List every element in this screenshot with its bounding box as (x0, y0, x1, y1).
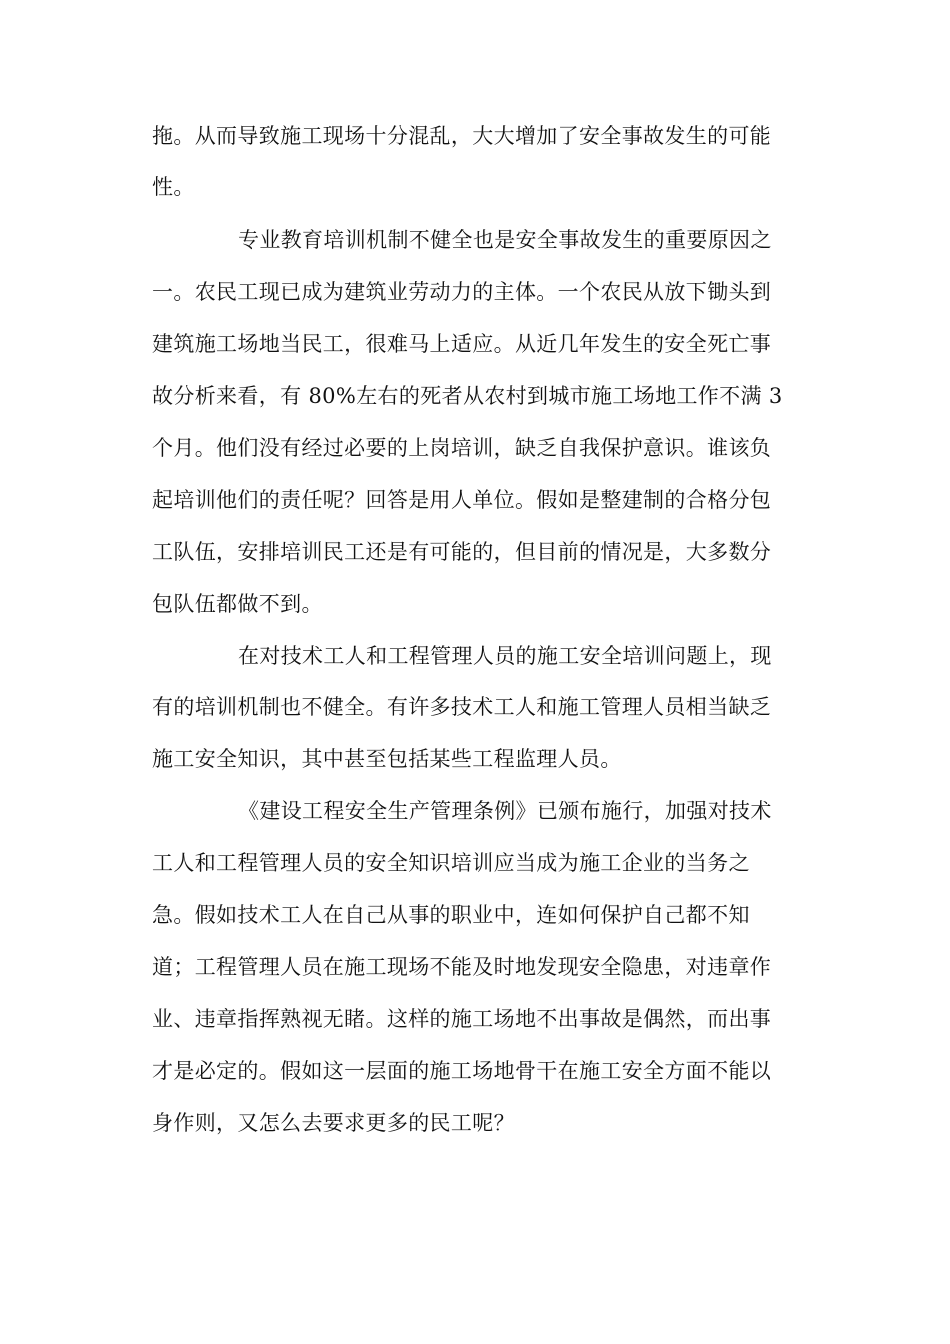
paragraph-2-line-1: 专业教育培训机制不健全也是安全事故发生的重要原因之 (238, 228, 772, 252)
paragraph-2-line-2: 一。农民工现已成为建筑业劳动力的主体。一个农民从放下锄头到 (152, 280, 772, 304)
paragraph-2-line-5: 个月。他们没有经过必要的上岗培训，缺乏自我保护意识。谁该负 (152, 436, 772, 460)
paragraph-4-line-6: 才是必定的。假如这一层面的施工场地骨干在施工安全方面不能以 (152, 1059, 772, 1083)
paragraph-2-line-4: 故分析来看，有 80%左右的死者从农村到城市施工场地工作不满 3 (152, 384, 783, 408)
paragraph-1-line-2: 性。 (152, 175, 195, 199)
paragraph-3-line-1: 在对技术工人和工程管理人员的施工安全培训问题上，现 (238, 644, 772, 668)
paragraph-1-line-1: 拖。从而导致施工现场十分混乱，大大增加了安全事故发生的可能 (152, 124, 772, 148)
paragraph-2-line-3: 建筑施工场地当民工，很难马上适应。从近几年发生的安全死亡事 (152, 332, 772, 356)
paragraph-4-line-7: 身作则，又怎么去要求更多的民工呢？ (152, 1111, 515, 1135)
paragraph-4-line-3: 急。假如技术工人在自己从事的职业中，连如何保护自己都不知 (152, 903, 750, 927)
paragraph-3-line-3: 施工安全知识，其中甚至包括某些工程监理人员。 (152, 747, 622, 771)
paragraph-4-line-2: 工人和工程管理人员的安全知识培训应当成为施工企业的当务之 (152, 851, 750, 875)
paragraph-4-line-5: 业、违章指挥熟视无睹。这样的施工场地不出事故是偶然，而出事 (152, 1007, 772, 1031)
paragraph-4-line-4: 道；工程管理人员在施工现场不能及时地发现安全隐患，对违章作 (152, 955, 772, 979)
paragraph-2-line-7: 工队伍，安排培训民工还是有可能的，但目前的情况是，大多数分 (152, 540, 772, 564)
paragraph-2-line-6: 起培训他们的责任呢？回答是用人单位。假如是整建制的合格分包 (152, 488, 772, 512)
paragraph-3-line-2: 有的培训机制也不健全。有许多技术工人和施工管理人员相当缺乏 (152, 695, 772, 719)
paragraph-4-line-1: 《建设工程安全生产管理条例》已颁布施行，加强对技术 (238, 799, 772, 823)
paragraph-2-line-8: 包队伍都做不到。 (152, 592, 323, 616)
